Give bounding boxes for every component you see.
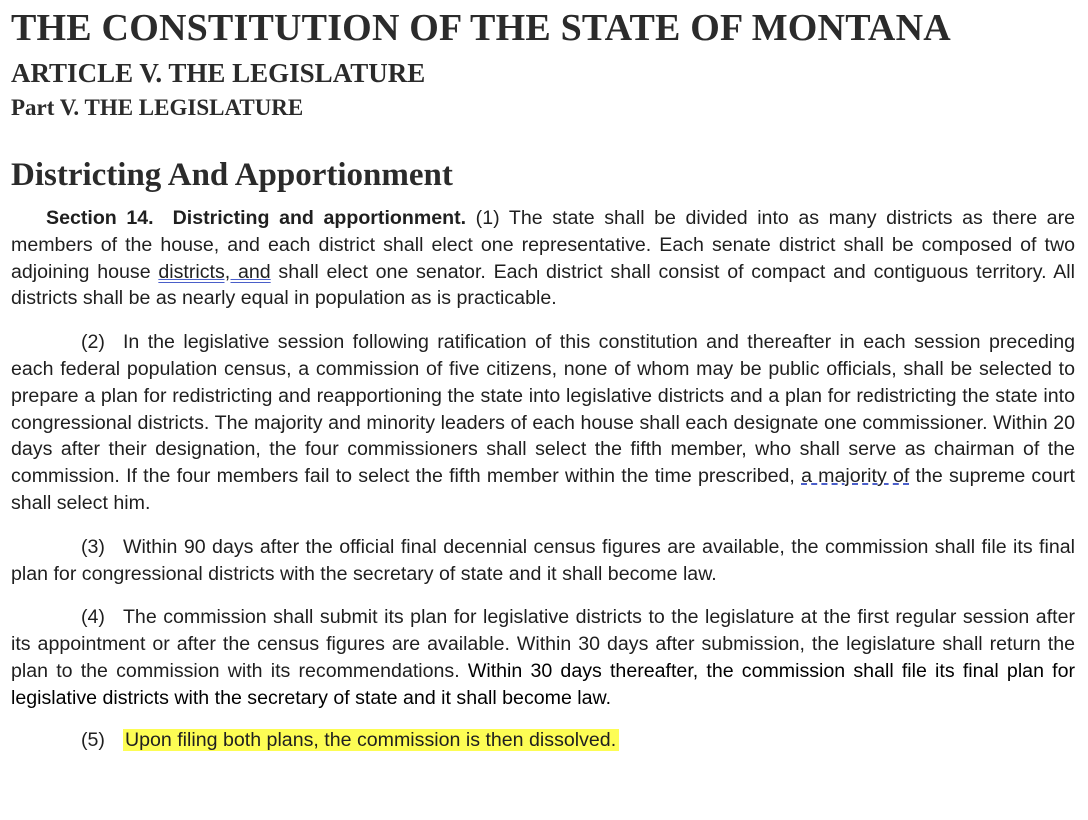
paragraph-4-text-a: The commission shall submit its plan for legislative districts to the legislature at the first regular session after its appointment or after the census figures are available. Within 30 days after submission, the legislature shall return the plan to the commission with its recommendations. — [11, 606, 1075, 682]
paragraph-3-text: Within 90 days after the official final decennial census figures are available, the commission shall file its final plan for congressional districts with the secretary of state and it shall become law. — [11, 535, 1075, 585]
document-title: THE CONSTITUTION OF THE STATE OF MONTANA — [11, 7, 951, 49]
paragraph-4-number: (4) — [81, 606, 105, 629]
paragraph-3-number: (3) — [81, 535, 105, 558]
section-title: Districting and apportionment. — [172, 207, 467, 229]
paragraph-5-number: (5) — [81, 728, 105, 751]
paragraph-1-text-a: (1) The state shall be divided into as many districts as there are members of the house, and each district shall elect one representative. Each senate district shall be composed of two adjoining house — [11, 207, 1075, 283]
section-label: Section 14. — [46, 207, 154, 229]
document-page — [0, 6, 1088, 820]
grammar-flag-districts-and[interactable]: districts, and — [158, 260, 271, 283]
paragraph-4-text-b: Within 30 days thereafter, the commission shall file its final plan for legislative districts with the secretary of state and it shall become law. — [11, 659, 1076, 709]
paragraph-3 — [11, 534, 1075, 588]
paragraph-5 — [11, 727, 1075, 754]
grammar-flag-a-majority-of[interactable]: a majority of — [801, 465, 910, 488]
part-heading: Part V. THE LEGISLATURE — [11, 95, 304, 120]
highlighted-text: Upon filing both plans, the commission is then dissolved. — [123, 729, 619, 751]
paragraph-2-number: (2) — [81, 331, 105, 354]
paragraph-2-text-a: In the legislative session following ratification of this constitution and thereafter in each session preceding each federal population census, a commission of five citizens, none of whom may be public officials, shall be selected to prepare a plan for redistricting and reapportioning the state into legislative districts and a plan for redistricting the state into congressional districts. The majority and minority leaders of each house shall each designate one commissioner. Within 20 days after their designation, the four commissioners shall select the fifth member, who shall serve as chairman of the commission. If the four members fail to select the fifth member within the time prescribed, — [11, 331, 1075, 488]
paragraph-4 — [11, 604, 1075, 711]
article-heading: ARTICLE V. THE LEGISLATURE — [11, 58, 426, 88]
section-heading: Districting And Apportionment — [11, 157, 453, 193]
paragraph-2-text-b: the supreme court shall select him. — [11, 465, 1075, 514]
paragraph-2 — [11, 329, 1075, 517]
paragraph-1-text-b: shall elect one senator. Each district shall consist of compact and contiguous territory. All districts shall be as nearly equal in population as is practicable. — [11, 260, 1075, 310]
paragraph-1 — [11, 205, 1075, 312]
